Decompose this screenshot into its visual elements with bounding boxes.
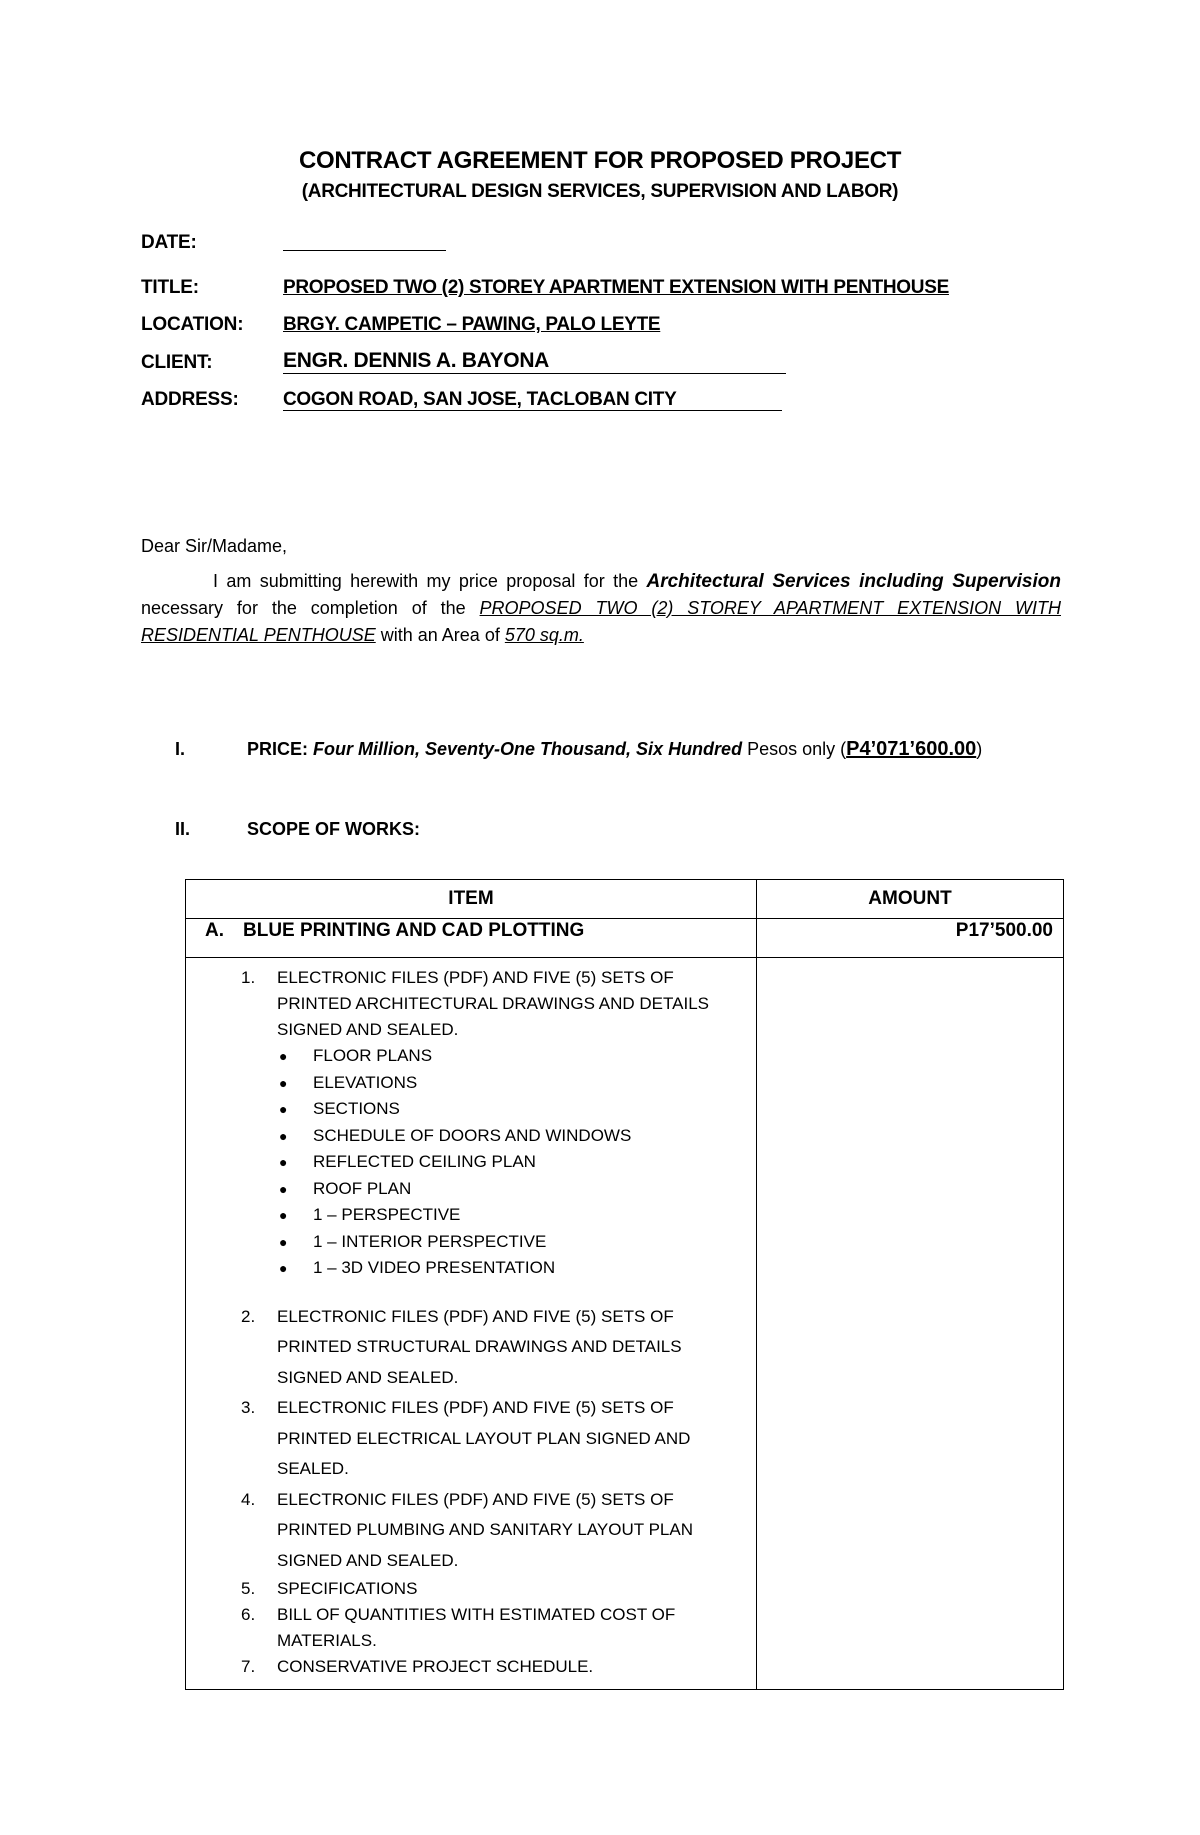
item-1-line: PRINTED ARCHITECTURAL DRAWINGS AND DETAILS xyxy=(277,994,709,1013)
amount-column-header: AMOUNT xyxy=(757,880,1064,919)
price-pesos: Pesos only ( xyxy=(747,739,847,759)
address-value: COGON ROAD, SAN JOSE, TACLOBAN CITY xyxy=(283,389,677,410)
bullet-icon: ● xyxy=(279,1260,288,1276)
list-item xyxy=(241,1576,755,1602)
deliverables-list xyxy=(187,959,755,1688)
row-a-details-amount xyxy=(757,958,1064,1690)
address-label: ADDRESS: xyxy=(141,389,239,410)
price-section xyxy=(247,738,982,761)
bullet-item xyxy=(279,1229,755,1256)
price-section-number: I. xyxy=(175,739,186,759)
bullet-item xyxy=(279,1070,755,1097)
price-label: PRICE: xyxy=(247,739,309,759)
item-5-text: SPECIFICATIONS xyxy=(277,1579,418,1598)
item-2-line: SIGNED AND SEALED. xyxy=(277,1367,459,1387)
row-a-item xyxy=(186,919,757,958)
bullet-text: SCHEDULE OF DOORS AND WINDOWS xyxy=(313,1125,632,1145)
item-6-line: BILL OF QUANTITIES WITH ESTIMATED COST OF xyxy=(277,1605,676,1624)
list-item xyxy=(241,1485,755,1577)
document-subtitle: (ARCHITECTURAL DESIGN SERVICES, SUPERVISION AND LABOR) xyxy=(301,181,899,202)
table-header-row xyxy=(186,880,1064,919)
bullet-icon: ● xyxy=(279,1101,288,1117)
item-number: 5. xyxy=(241,1579,256,1598)
letter-services: Architectural Services including Supervision xyxy=(646,571,1061,592)
table-row xyxy=(186,919,1064,958)
bullet-text: 1 – INTERIOR PERSPECTIVE xyxy=(313,1231,547,1251)
bullet-icon: ● xyxy=(279,1127,288,1144)
item-number: 4. xyxy=(241,1489,256,1509)
location-value: BRGY. CAMPETIC – PAWING, PALO LEYTE xyxy=(283,314,661,335)
bullet-icon: ● xyxy=(279,1154,288,1170)
item-number: 6. xyxy=(241,1605,256,1624)
list-item xyxy=(241,1302,755,1394)
address-underline xyxy=(283,410,782,411)
bullet-text: ROOF PLAN xyxy=(313,1178,412,1198)
location-label: LOCATION: xyxy=(141,314,244,335)
title-label: TITLE: xyxy=(141,277,199,298)
item-number: 7. xyxy=(241,1657,256,1676)
letter-p1: I am submitting herewith my price proposal for the xyxy=(213,571,639,591)
table-row xyxy=(186,958,1064,1690)
bullet-item xyxy=(279,1123,755,1150)
letter-p2: necessary for the completion of the xyxy=(141,598,466,618)
bullet-icon: ● xyxy=(279,1180,288,1197)
title-value: PROPOSED TWO (2) STOREY APARTMENT EXTENSION WITH PENTHOUSE xyxy=(283,277,949,298)
item-2-line: ELECTRONIC FILES (PDF) AND FIVE (5) SETS OF xyxy=(277,1306,674,1326)
price-close: ) xyxy=(976,739,983,759)
list-item xyxy=(241,1654,755,1680)
item-column-header: ITEM xyxy=(186,880,757,919)
item-6-line: MATERIALS. xyxy=(277,1631,377,1650)
price-amount: P4’071’600.00 xyxy=(846,738,977,760)
client-underline xyxy=(283,373,786,374)
bullet-text: ELEVATIONS xyxy=(313,1072,418,1092)
item-3-line: PRINTED ELECTRICAL LAYOUT PLAN SIGNED AND xyxy=(277,1428,691,1448)
item-3-line: SEALED. xyxy=(277,1459,349,1478)
bullet-text: 1 – 3D VIDEO PRESENTATION xyxy=(313,1258,556,1277)
scope-section-label: SCOPE OF WORKS: xyxy=(247,819,421,839)
item-number: 3. xyxy=(241,1398,256,1417)
client-label: CLIENT: xyxy=(141,352,213,373)
row-a-title: BLUE PRINTING AND CAD PLOTTING xyxy=(243,920,585,941)
row-a-amount: P17’500.00 xyxy=(757,919,1064,958)
bullet-text: 1 – PERSPECTIVE xyxy=(313,1205,461,1224)
scope-of-works-table xyxy=(185,879,1064,1690)
letter-body xyxy=(141,568,1061,649)
letter-p3: with an Area of xyxy=(380,625,500,645)
salutation: Dear Sir/Madame, xyxy=(141,536,288,556)
drawings-bullet-list xyxy=(277,1043,755,1282)
bullet-text: REFLECTED CEILING PLAN xyxy=(313,1152,536,1171)
bullet-icon: ● xyxy=(279,1233,288,1250)
item-4-line: SIGNED AND SEALED. xyxy=(277,1550,459,1570)
item-1-line: SIGNED AND SEALED. xyxy=(277,1020,459,1039)
document-title: CONTRACT AGREEMENT FOR PROPOSED PROJECT xyxy=(298,147,902,174)
item-1-line: ELECTRONIC FILES (PDF) AND FIVE (5) SETS OF xyxy=(277,968,674,987)
list-item xyxy=(241,1393,755,1485)
bullet-item xyxy=(279,1255,755,1282)
item-7-text: CONSERVATIVE PROJECT SCHEDULE. xyxy=(277,1657,594,1676)
item-4-line: PRINTED PLUMBING AND SANITARY LAYOUT PLAN xyxy=(277,1520,693,1539)
scope-section-number: II. xyxy=(175,819,191,839)
bullet-icon: ● xyxy=(279,1074,288,1091)
bullet-item xyxy=(279,1176,755,1203)
list-item xyxy=(241,1602,755,1654)
bullet-text: FLOOR PLANS xyxy=(313,1046,433,1065)
row-a-letter: A. xyxy=(205,920,224,941)
date-blank-line xyxy=(283,250,446,251)
bullet-icon: ● xyxy=(279,1207,288,1223)
bullet-item xyxy=(279,1149,755,1176)
bullet-item xyxy=(279,1096,755,1123)
client-value: ENGR. DENNIS A. BAYONA xyxy=(283,349,550,372)
list-item xyxy=(241,965,755,1302)
price-words: Four Million, Seventy-One Thousand, Six Hundred xyxy=(313,739,743,759)
letter-area: 570 sq.m. xyxy=(504,625,584,645)
bullet-icon: ● xyxy=(279,1048,288,1064)
bullet-item xyxy=(279,1202,755,1229)
item-number: 2. xyxy=(241,1306,256,1326)
letter-project: PROPOSED TWO (2) STOREY APARTMENT EXTENSION WITH RESIDENTIAL PENTHOUSE xyxy=(141,598,1061,645)
bullet-text: SECTIONS xyxy=(313,1099,400,1118)
row-a-details xyxy=(186,958,757,1690)
item-number: 1. xyxy=(241,968,256,987)
bullet-item xyxy=(279,1043,755,1070)
item-3-line: ELECTRONIC FILES (PDF) AND FIVE (5) SETS OF xyxy=(277,1398,674,1417)
item-2-line: PRINTED STRUCTURAL DRAWINGS AND DETAILS xyxy=(277,1337,682,1356)
date-label: DATE: xyxy=(141,232,197,253)
item-4-line: ELECTRONIC FILES (PDF) AND FIVE (5) SETS OF xyxy=(277,1489,674,1509)
